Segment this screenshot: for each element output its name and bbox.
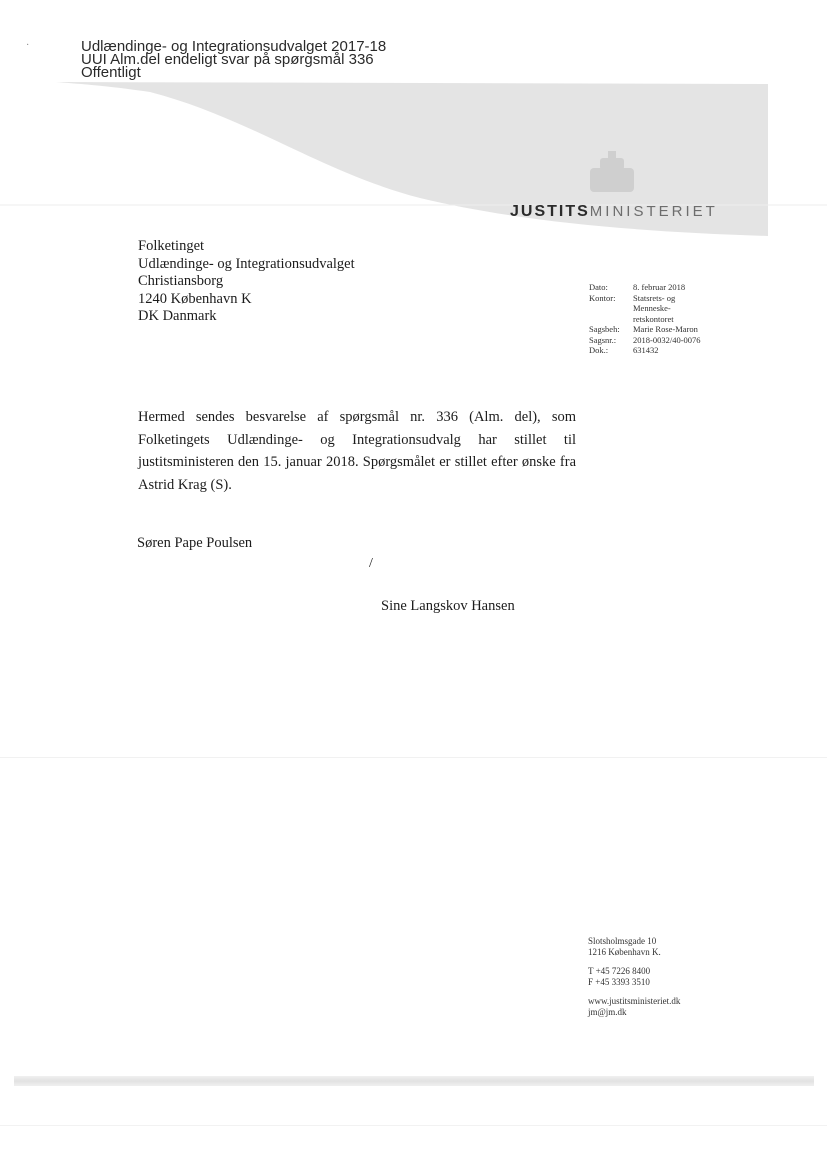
scan-mark: · [26, 40, 30, 51]
letter-body: Hermed sendes besvarelse af spørgsmål nr. 336 (Alm. del), som Folketingets Udlændinge- og Integrationsudvalg har stillet til justitsministeren den 15. januar 2018. Spørgsmålet er stillet efter ønske fra Astrid Krag (S). [138, 409, 576, 493]
footer-street: Slotsholmsgade 10 [588, 936, 657, 946]
meta-label: Sagsnr.: [589, 334, 617, 345]
recipient-address [138, 238, 355, 326]
stamp-status: Offentligt [81, 64, 141, 81]
meta-row [589, 293, 715, 314]
footer-fax: F +45 3393 3510 [588, 977, 650, 987]
meta-value: retskontoret [633, 313, 674, 324]
meta-row [589, 282, 715, 293]
meta-label: Kontor: [589, 292, 616, 303]
meta-label [589, 314, 633, 325]
meta-label: Dato: [589, 282, 608, 292]
meta-row [589, 335, 715, 346]
footer-city: 1216 København K. [588, 947, 661, 957]
bottom-line [0, 1125, 827, 1126]
recipient-line: Udlændinge- og Integrationsudvalget [138, 255, 355, 272]
meta-value: 631432 [633, 345, 659, 355]
meta-label: Dok.: [589, 345, 609, 355]
case-metadata [589, 282, 715, 356]
logo-light-text: MINISTERIET [589, 203, 718, 220]
minister-signature: Søren Pape Poulsen [137, 535, 253, 551]
official-signature: Sine Langskov Hansen [381, 598, 515, 614]
stamp-committee: Udlændinge- og Integrationsudvalget 2017-18 [81, 38, 387, 55]
ministry-logo [510, 203, 718, 221]
recipient-line: Folketinget [138, 238, 205, 254]
meta-value: 2018-0032/40-0076 [633, 334, 701, 345]
meta-value: Marie Rose-Maron [633, 324, 698, 334]
meta-row [589, 314, 715, 325]
stamp-reference: UUI Alm.del endeligt svar på spørgsmål 336 [81, 51, 374, 68]
recipient-line: DK Danmark [138, 308, 217, 324]
fold-line [0, 757, 827, 758]
footer-email: jm@jm.dk [588, 1007, 627, 1017]
footer-phone: T +45 7226 8400 [588, 966, 651, 976]
scan-band [14, 1076, 814, 1086]
signature-separator: / [369, 556, 373, 571]
meta-row [589, 345, 715, 356]
meta-label: Sagsbeh: [589, 324, 620, 334]
footer-website: www.justitsministeriet.dk [588, 996, 681, 1006]
meta-value: 8. februar 2018 [633, 282, 686, 292]
meta-value: Statsrets- og Menneske- [633, 292, 676, 313]
ministry-contact [588, 936, 680, 1018]
meta-row [589, 324, 715, 335]
recipient-line: Christiansborg [138, 273, 224, 289]
logo-bold-text: JUSTITS [510, 203, 590, 220]
document-stamp [81, 40, 386, 79]
recipient-line: 1240 København K [138, 290, 252, 307]
